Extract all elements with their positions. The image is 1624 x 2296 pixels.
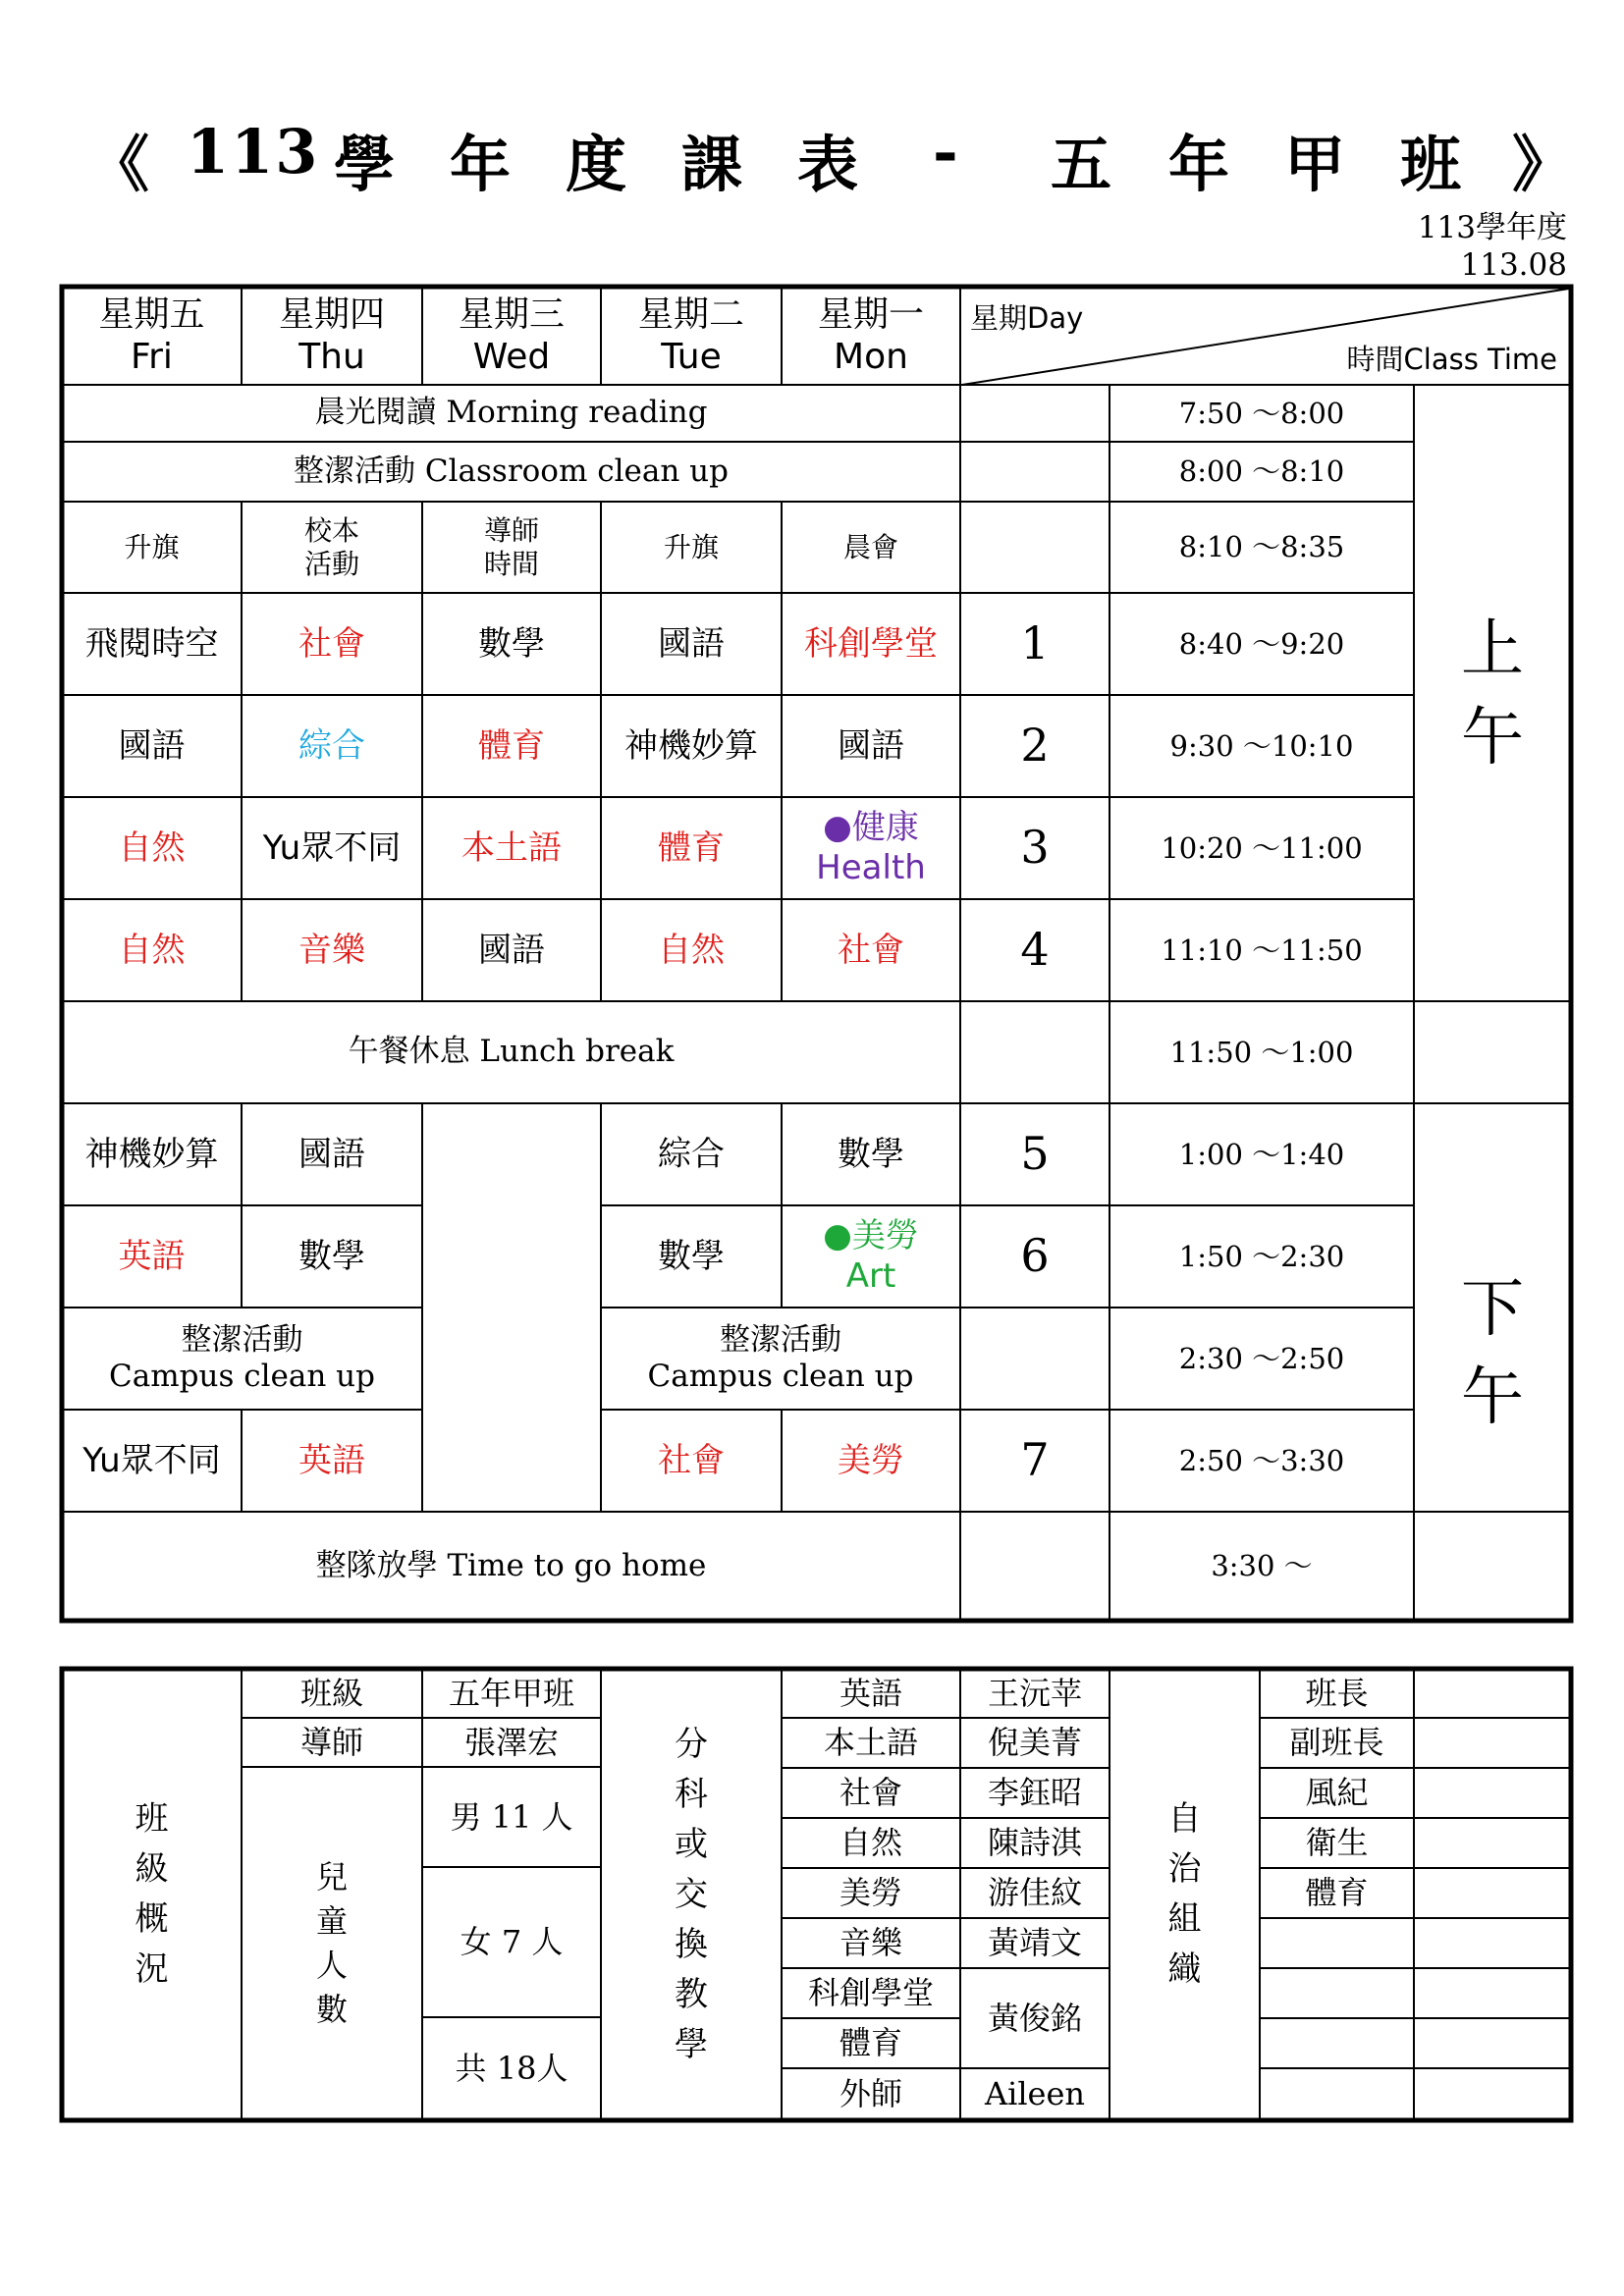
subject-teacher: 陳詩淇 [987, 1824, 1082, 1862]
period-number: 4 [1020, 923, 1050, 977]
title-char: 甲 [1284, 129, 1348, 200]
teacher-value: 張澤宏 [463, 1723, 559, 1761]
date-label: 113.08 [1460, 247, 1567, 283]
time-slot: 8:00 ～8:10 [1178, 454, 1345, 489]
p2-tue: 神機妙算 [624, 725, 758, 766]
subject-name: 體育 [839, 2024, 902, 2062]
p2-wed: 體育 [478, 725, 545, 766]
title-char: 五 [1051, 129, 1114, 200]
title-char: 113 [187, 116, 320, 187]
p1-tue: 國語 [658, 623, 725, 664]
subject-name: 音樂 [839, 1924, 902, 1962]
time-slot: 3:30 ～ [1211, 1549, 1313, 1583]
day-en: Fri [131, 337, 173, 377]
p6-tue: 數學 [658, 1236, 725, 1276]
pm-label: 下 午 [1461, 1273, 1524, 1434]
title-char: - [933, 116, 960, 187]
header-day-mon [782, 287, 960, 385]
total-count: 共 18人 [455, 2050, 568, 2088]
period-number: 7 [1020, 1433, 1050, 1487]
header-day-fri [62, 287, 242, 385]
student-count-label: 兒 童 人 數 [315, 1858, 348, 2028]
time-slot: 11:10 ～11:50 [1161, 933, 1363, 967]
row-go-home: 整隊放學 Time to go home [315, 1547, 707, 1583]
header-day-wed [422, 287, 601, 385]
subject-teacher: 李鈺昭 [987, 1774, 1082, 1812]
p4-tue: 自然 [658, 930, 725, 970]
p5-fri: 神機妙算 [84, 1134, 219, 1174]
assembly-tue: 升旗 [663, 530, 719, 563]
boys-count: 男 11 人 [450, 1797, 573, 1836]
p3-mon: ●健康 Health [816, 808, 926, 887]
p3-thu: Yu眾不同 [262, 828, 402, 868]
day-en: Mon [834, 337, 908, 377]
assembly-fri: 升旗 [124, 530, 180, 563]
subject-name: 社會 [839, 1774, 902, 1812]
header-day-thu [242, 287, 422, 385]
role-name: 風紀 [1305, 1774, 1369, 1812]
subject-teaching-label: 分 科 或 交 換 教 學 [675, 1724, 708, 2064]
subject-name: 本土語 [823, 1724, 918, 1762]
subject-name: 英語 [839, 1674, 902, 1712]
role-name: 體育 [1305, 1874, 1369, 1912]
campus-clean-tue-mon: 整潔活動 Campus clean up [647, 1321, 914, 1394]
p3-tue: 體育 [658, 828, 725, 868]
p7-tue: 社會 [658, 1440, 725, 1480]
header-time-label: 時間Class Time [1346, 343, 1557, 376]
title-char: 學 [334, 129, 398, 200]
row-morning-reading: 晨光閱讀 Morning reading [314, 395, 708, 431]
p1-fri: 飛閱時空 [84, 623, 219, 664]
p3-wed: 本土語 [461, 828, 562, 868]
role-name: 衛生 [1305, 1824, 1369, 1862]
title-char: 》 [1512, 129, 1576, 200]
subject-teacher: 倪美菁 [987, 1724, 1082, 1762]
title-char: 年 [1168, 129, 1232, 200]
role-name: 班長 [1305, 1674, 1369, 1712]
p2-fri: 國語 [118, 725, 186, 766]
p5-mon: 數學 [838, 1134, 904, 1174]
campus-clean-fri-thu: 整潔活動 Campus clean up [109, 1321, 375, 1394]
subject-name: 自然 [839, 1824, 902, 1862]
class-key: 班級 [299, 1674, 363, 1712]
girls-count: 女 7 人 [460, 1923, 564, 1961]
p1-wed: 數學 [478, 623, 545, 664]
header-day-tue [601, 287, 782, 385]
day-zh: 星期三 [458, 294, 565, 335]
p4-wed: 國語 [478, 930, 545, 970]
am-label: 上 午 [1461, 614, 1524, 774]
period-number: 2 [1020, 719, 1050, 773]
title-char: 課 [681, 129, 745, 200]
p4-mon: 社會 [838, 930, 904, 970]
school-year-label: 113學年度 [1417, 210, 1567, 245]
time-slot: 1:00 ～1:40 [1178, 1137, 1345, 1171]
p3-fri: 自然 [118, 828, 186, 868]
row-lunch: 午餐休息 Lunch break [348, 1034, 675, 1070]
day-zh: 星期一 [817, 294, 924, 335]
time-slot: 8:40 ～9:20 [1178, 626, 1345, 661]
p6-fri: 英語 [118, 1236, 186, 1276]
self-government-label: 自 治 組 織 [1167, 1799, 1202, 1989]
p7-fri: Yu眾不同 [82, 1440, 221, 1480]
time-slot: 7:50 ～8:00 [1178, 396, 1345, 430]
assembly-mon: 晨會 [842, 530, 898, 563]
title-char: 班 [1400, 129, 1464, 200]
subject-name: 外師 [839, 2075, 902, 2113]
row-clean-up: 整潔活動 Classroom clean up [294, 453, 729, 489]
header-day-label: 星期Day [970, 301, 1084, 335]
p7-mon: 美勞 [838, 1440, 904, 1480]
subject-name: 美勞 [839, 1874, 902, 1912]
p5-thu: 國語 [298, 1134, 365, 1174]
time-slot: 8:10 ～8:35 [1178, 530, 1345, 564]
p6-thu: 數學 [298, 1236, 365, 1276]
day-en: Thu [298, 337, 365, 377]
period-number: 6 [1020, 1229, 1050, 1283]
period-number: 3 [1020, 821, 1050, 875]
p2-mon: 國語 [838, 725, 904, 766]
p4-thu: 音樂 [298, 930, 365, 970]
day-zh: 星期四 [278, 294, 385, 335]
p4-fri: 自然 [118, 930, 186, 970]
title-char: 度 [566, 129, 629, 200]
p5-tue: 綜合 [658, 1134, 725, 1174]
class-value: 五年甲班 [448, 1674, 574, 1712]
subject-teacher: 王沅苹 [987, 1674, 1082, 1712]
class-overview-label: 班 級 概 況 [135, 1799, 169, 1989]
p2-thu: 綜合 [298, 725, 365, 766]
p1-thu: 社會 [298, 623, 365, 664]
subject-name: 科創學堂 [807, 1974, 934, 2012]
time-slot: 2:50 ～3:30 [1178, 1443, 1345, 1477]
time-slot: 11:50 ～1:00 [1169, 1035, 1354, 1069]
p1-mon: 科創學堂 [804, 623, 938, 664]
subject-teacher: 游佳紋 [987, 1874, 1082, 1912]
period-number: 5 [1020, 1127, 1050, 1181]
day-zh: 星期五 [98, 294, 205, 335]
time-slot: 10:20 ～11:00 [1161, 830, 1363, 865]
subject-teacher: Aileen [984, 2075, 1086, 2113]
role-name: 副班長 [1289, 1724, 1384, 1762]
day-en: Tue [661, 337, 722, 377]
teacher-key: 導師 [299, 1723, 363, 1761]
page-title [88, 116, 1576, 204]
assembly-wed: 導師 時間 [483, 513, 539, 580]
p7-thu: 英語 [298, 1440, 365, 1480]
title-char: 表 [797, 129, 861, 200]
subject-teacher: 黃俊銘 [987, 1999, 1082, 2037]
p6-mon: ●美勞 Art [823, 1216, 919, 1296]
time-slot: 2:30 ～2:50 [1178, 1341, 1345, 1375]
period-number: 1 [1020, 616, 1050, 670]
assembly-thu: 校本 活動 [303, 513, 359, 580]
day-zh: 星期二 [637, 294, 744, 335]
time-slot: 1:50 ～2:30 [1178, 1239, 1345, 1273]
title-char: 《 [88, 129, 152, 200]
time-slot: 9:30 ～10:10 [1169, 728, 1354, 763]
day-en: Wed [472, 337, 551, 377]
subject-teacher: 黃靖文 [987, 1924, 1082, 1962]
title-char: 年 [450, 129, 514, 200]
